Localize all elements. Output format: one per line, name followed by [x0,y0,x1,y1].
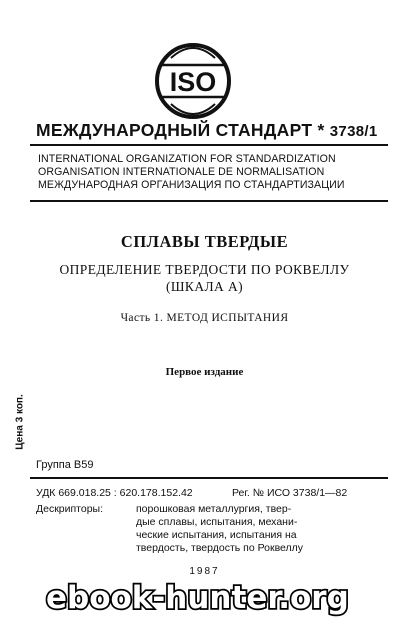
document-title: СПЛАВЫ ТВЕРДЫЕ [120,232,289,251]
udk-line [36,487,386,499]
org-rule [30,200,388,202]
iso-logo [152,40,234,122]
standard-title: МЕЖДУНАРОДНЫЙ СТАНДАРТ [36,120,313,140]
registration-number: Рег. № ИСО 3738/1—82 [232,487,348,499]
descriptors-line: твердость, твердость по Роквеллу [136,542,304,554]
watermark: ebook-hunter.org [46,580,349,616]
document-subtitle [0,261,409,295]
descriptors-line: ческие испытания, испытания на [136,529,297,541]
udk-code: УДК 669.018.25 : 620.178.152.42 [36,487,193,499]
publication-year: 1987 [189,566,220,577]
organization-names [38,153,383,192]
subtitle-line-1: ОПРЕДЕЛЕНИЕ ТВЕРДОСТИ ПО РОКВЕЛЛУ [59,262,350,277]
descriptors-label: Дескрипторы: [36,503,104,515]
iso-logo-text: ISO [169,67,217,97]
org-name-fr: ORGANISATION INTERNATIONALE DE NORMALISATION [38,166,325,178]
edition-label: Первое издание [165,366,244,378]
footer-rule [30,477,388,479]
descriptors-line: порошковая металлургия, твер- [136,503,292,515]
standard-header [36,120,381,141]
org-name-ru: МЕЖДУНАРОДНАЯ ОРГАНИЗАЦИЯ ПО СТАНДАРТИЗАЦИИ [38,179,345,191]
document-part: Часть 1. МЕТОД ИСПЫТАНИЯ [120,312,289,324]
subtitle-line-2: (ШКАЛА А) [166,279,243,294]
price-label [14,392,26,452]
standard-number: 3738/1 [329,123,378,140]
descriptors-text [136,503,386,555]
header-rule [30,144,388,146]
price-text: Цена 3 коп. [14,394,26,450]
standard-marker: * [317,120,325,140]
org-name-en: INTERNATIONAL ORGANIZATION FOR STANDARDIZATION [38,153,336,165]
descriptors-line: дые сплавы, испытания, механи- [136,516,298,528]
group-label: Группа В59 [36,459,94,471]
